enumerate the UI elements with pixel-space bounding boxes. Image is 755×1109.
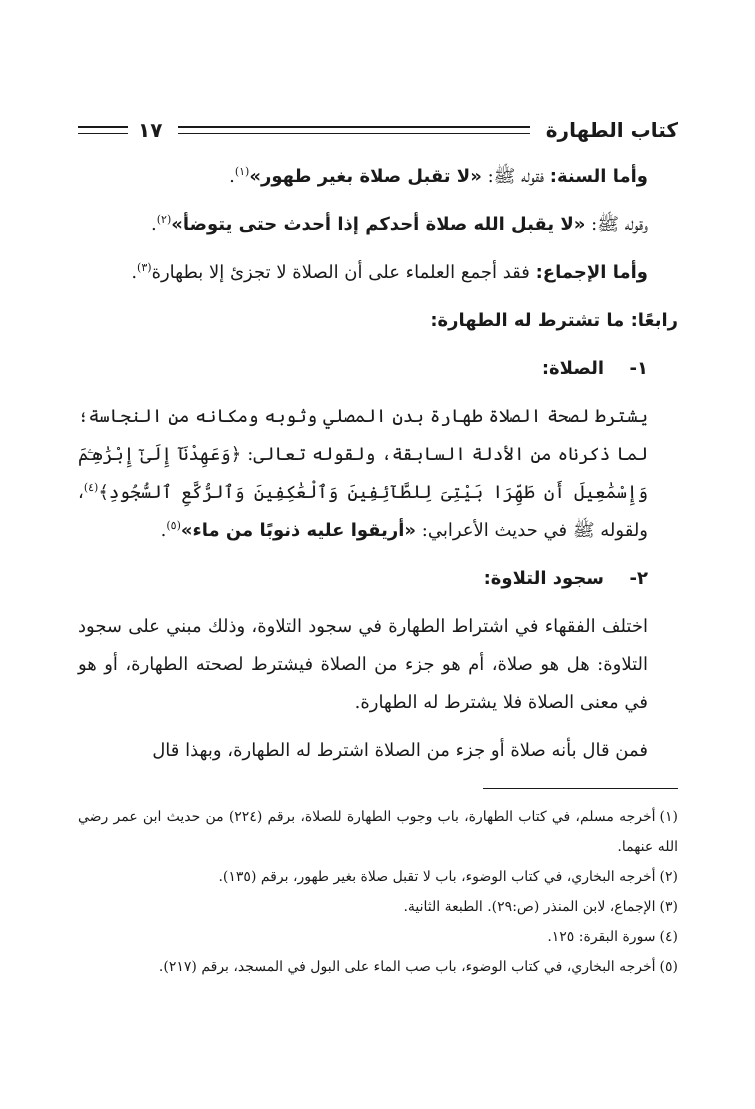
- footnote-number: (١): [659, 809, 678, 825]
- section-heading: رابعًا: ما تشترط له الطهارة:: [430, 310, 678, 331]
- paragraph-prayer: [78, 398, 678, 550]
- punctuation: .: [160, 520, 167, 541]
- header-rule: [178, 126, 529, 134]
- footnote-text: أخرجه مسلم، في كتاب الطهارة، باب وجوب الطهارة للصلاة، برقم (٢٢٤) من حديث ابن عمر رضي الله عنهما.: [78, 809, 678, 855]
- paragraph-sunnah: [78, 158, 678, 196]
- footnote-ref[interactable]: (٢): [156, 213, 172, 226]
- footnote-text: الإجماع، لابن المنذر (ص:٢٩). الطبعة الثانية.: [403, 899, 656, 915]
- footnote-text: أخرجه البخاري، في كتاب الوضوء، باب لا تقبل صلاة بغير طهور، برقم (١٣٥).: [218, 869, 656, 885]
- page-header: [78, 112, 678, 148]
- subsection-heading-tilawa: [78, 560, 678, 598]
- footnote-item: [78, 952, 678, 982]
- hadith-quote: «لا يقبل الله صلاة أحدكم إذا أحدث حتى يتوضأ»: [171, 214, 586, 235]
- paragraph-lead: وأما السنة:: [549, 166, 648, 187]
- paragraph-ijma: [78, 254, 678, 292]
- footnote-item: [78, 862, 678, 892]
- subsection-title: سجود التلاوة:: [483, 568, 604, 589]
- chapter-title: كتاب الطهارة: [545, 118, 678, 142]
- page-number: ١٧: [138, 118, 163, 142]
- subsection-title: الصلاة:: [541, 358, 604, 379]
- subsection-heading-prayer: [78, 350, 678, 388]
- paragraph-lead: وأما الإجماع:: [535, 262, 648, 283]
- footnote-ref[interactable]: (٣): [137, 261, 152, 274]
- footnote-number: (٢): [659, 869, 678, 885]
- footnote-ref[interactable]: (٤): [83, 481, 99, 494]
- footnote-item: [78, 802, 678, 862]
- footnotes-divider: [483, 788, 678, 789]
- paragraph-text: وقوله ﷺ:: [585, 214, 648, 235]
- paragraph-text: فقد أجمع العلماء على أن الصلاة لا تجزئ إلا بطهارة: [151, 262, 536, 283]
- paragraph-tilawa-opinion: فمن قال بأنه صلاة أو جزء من الصلاة اشترط له الطهارة، وبهذا قال: [152, 740, 648, 761]
- footnote-number: (٣): [659, 899, 678, 915]
- footnote-number: (٥): [659, 959, 678, 975]
- footnote-ref[interactable]: (١): [234, 165, 250, 178]
- header-rule-short: [78, 126, 128, 134]
- punctuation: .: [229, 166, 235, 187]
- footnote-text: أخرجه البخاري، في كتاب الوضوء، باب صب الماء على البول في المسجد، برقم (٢١٧).: [158, 959, 656, 975]
- paragraph-hadith-2: [78, 206, 678, 244]
- footnotes: [78, 802, 678, 982]
- footnote-ref[interactable]: (٥): [166, 519, 181, 532]
- book-page: [78, 112, 678, 975]
- footnote-text: سورة البقرة: ١٢٥.: [547, 929, 656, 945]
- footnote-number: (٤): [659, 929, 678, 945]
- body-text: [78, 158, 678, 770]
- hadith-quote: «أريقوا عليه ذنوبًا من ماء»: [180, 520, 417, 541]
- paragraph-tilawa-dispute: اختلف الفقهاء في اشتراط الطهارة في سجود التلاوة، وذلك مبني على سجود التلاوة: هل هو صلاة، أم هو جزء من الصلاة فيشترط لصحته الطهارة، أو هو في معنى الصلاة فلا يشترط له الطهارة.: [78, 616, 648, 713]
- subsection-number: ٢-: [629, 568, 648, 589]
- paragraph-text: فقوله ﷺ:: [481, 166, 550, 187]
- punctuation: .: [150, 214, 157, 235]
- paragraph-text: ، ولقوله ﷺ في حديث الأعرابي:: [78, 482, 648, 541]
- subsection-number: ١-: [629, 358, 648, 379]
- footnote-item: [78, 892, 678, 922]
- footnote-item: [78, 922, 678, 952]
- punctuation: .: [131, 262, 138, 283]
- hadith-quote: «لا تقبل صلاة بغير طهور»: [249, 166, 482, 187]
- paragraph-text: يشترط لصحة الصلاة طهارة بدن المصلي وثوبه ومكانه من النجاسة؛ لما ذكرناه من الأدلة السابقة، ولقوله تعالى: ﴿وَعَهِدْنَآ إِلَىٰٓ إِبْرَٰهِـۧمَ وَإِسْمَٰعِيلَ أَن طَهِّرَا بَيْتِىَ لِلطَّآئِفِينَ وَٱلْعَٰكِفِينَ وَٱلرُّكَّعِ ٱلسُّجُودِ﴾: [78, 406, 648, 503]
